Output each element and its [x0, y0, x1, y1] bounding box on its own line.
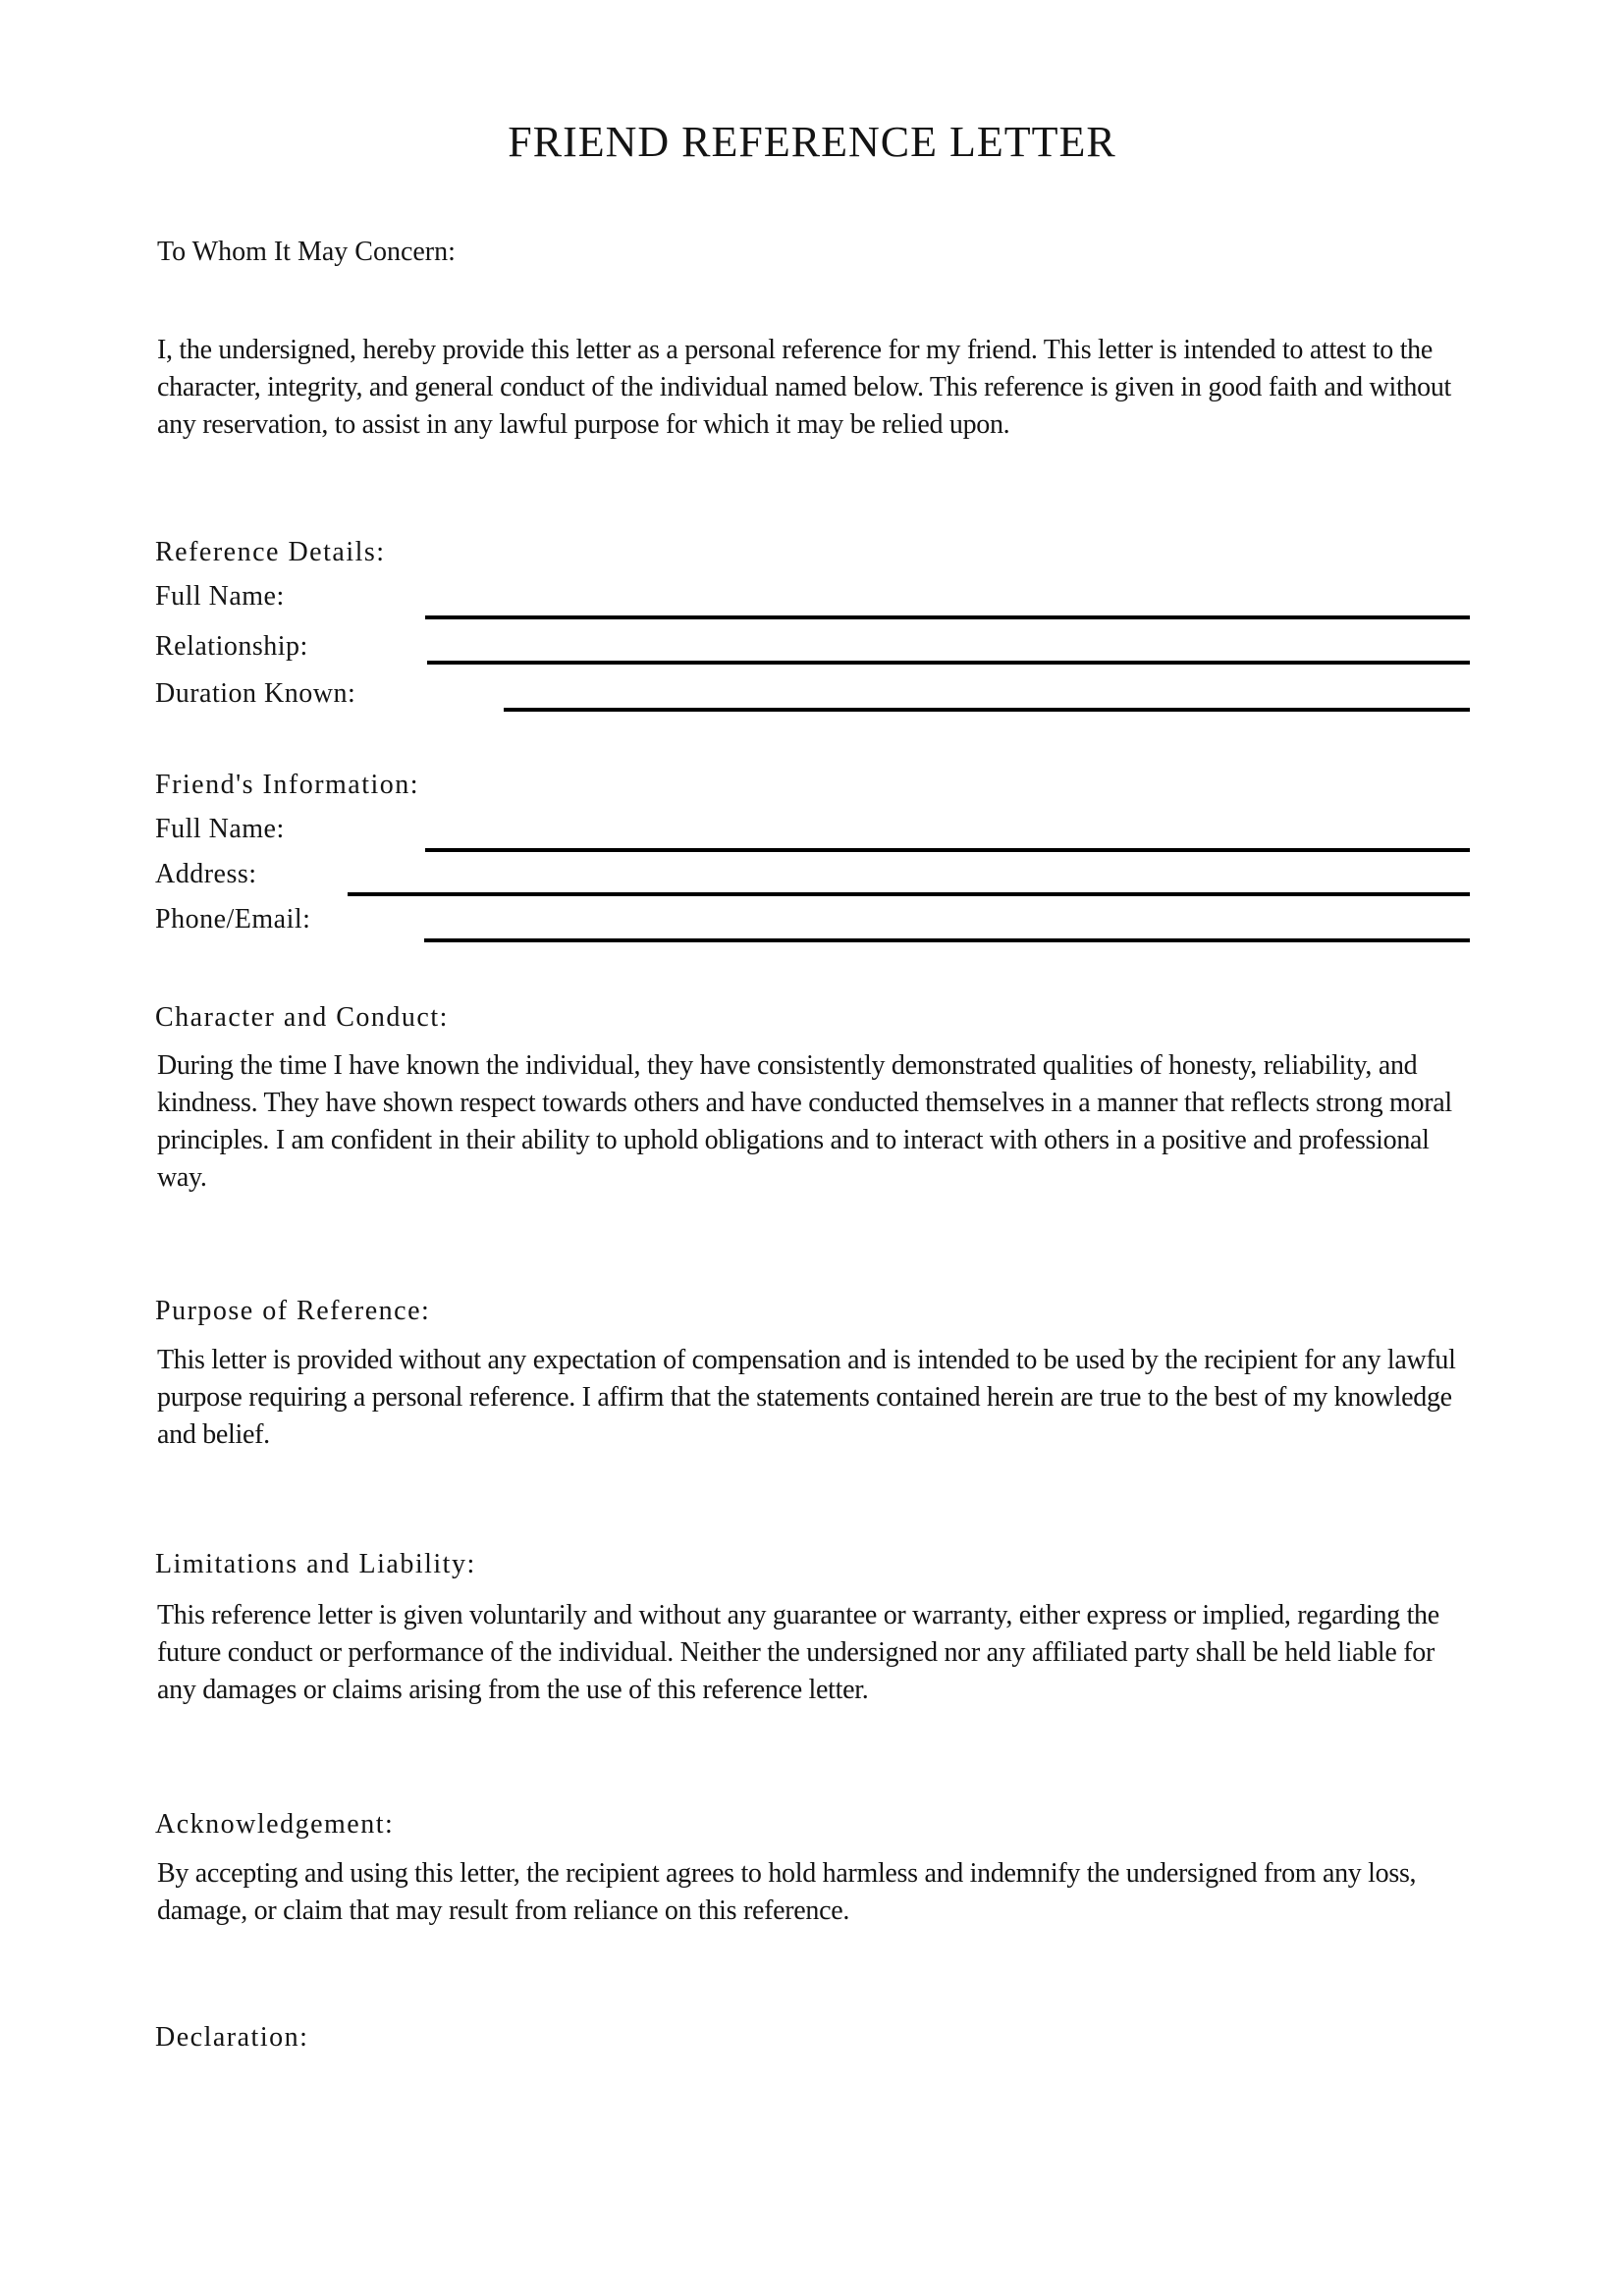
page-title: FRIEND REFERENCE LETTER [508, 118, 1116, 166]
section-heading-limitations-and-liability: Limitations and Liability: [155, 1549, 476, 1579]
section-heading-acknowledgement: Acknowledgement: [155, 1809, 395, 1840]
reference-relationship-input-line[interactable] [427, 661, 1470, 665]
section-heading-character-and-conduct: Character and Conduct: [155, 1002, 449, 1033]
friend-address-label: Address: [155, 859, 257, 889]
friend-phone-email-label: Phone/Email: [155, 904, 311, 934]
friend-address-input-line[interactable] [348, 892, 1470, 896]
friend-phone-email-input-line[interactable] [424, 938, 1470, 942]
reference-duration-known-input-line[interactable] [504, 708, 1470, 712]
purpose-of-reference-paragraph: This letter is provided without any expectation of compensation and is intended to be used by the recipient for any lawful purpose requiring a personal reference. I affirm that the statements contained herein are true to the best of my knowledge and belief. [157, 1345, 1456, 1450]
reference-full-name-label: Full Name: [155, 581, 285, 612]
section-heading-purpose-of-reference: Purpose of Reference: [155, 1296, 431, 1326]
friend-full-name-input-line[interactable] [425, 848, 1470, 852]
intro-paragraph: I, the undersigned, hereby provide this letter as a personal reference for my friend. This letter is intended to attest to the character, integrity, and general conduct of the individual named below. This reference is given in good faith and without any reservation, to assist in any lawful purpose for which it may be relied upon. [157, 335, 1452, 440]
friend-full-name-label: Full Name: [155, 814, 285, 844]
section-heading-declaration: Declaration: [155, 2022, 309, 2053]
limitations-and-liability-paragraph: This reference letter is given voluntarily and without any guarantee or warranty, either express or implied, regarding the future conduct or performance of the individual. Neither the undersigned nor any affiliated party shall be held liable for any damages or claims arising from the use of this reference letter. [157, 1600, 1439, 1705]
reference-relationship-label: Relationship: [155, 631, 308, 662]
acknowledgement-paragraph: By accepting and using this letter, the recipient agrees to hold harmless and indemnify the undersigned from any loss, damage, or claim that may result from reliance on this reference. [157, 1858, 1417, 1926]
section-heading-reference-details: Reference Details: [155, 537, 386, 567]
reference-full-name-input-line[interactable] [425, 615, 1470, 619]
salutation: To Whom It May Concern: [157, 237, 456, 267]
section-heading-friends-information: Friend's Information: [155, 770, 420, 800]
reference-duration-known-label: Duration Known: [155, 678, 356, 709]
character-and-conduct-paragraph: During the time I have known the individual, they have consistently demonstrated qualities of honesty, reliability, and kindness. They have shown respect towards others and have conducted themselves in a manner that reflects strong moral principles. I am confident in their ability to uphold obligations and to interact with others in a positive and professional way. [157, 1050, 1452, 1193]
